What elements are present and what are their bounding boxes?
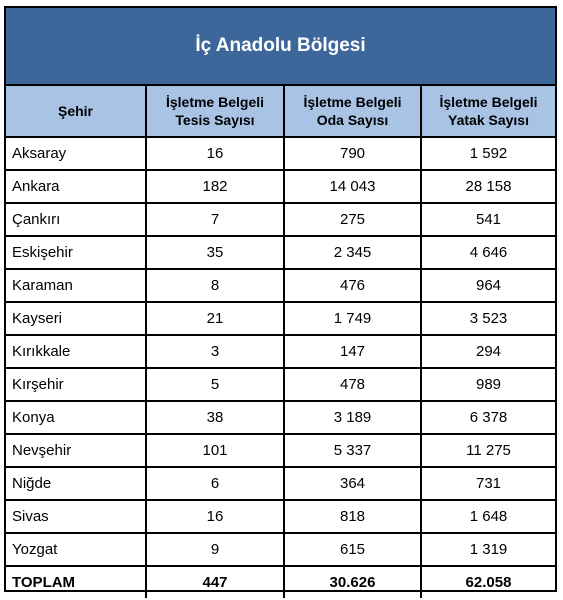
beds-cell: 28 158 — [421, 170, 555, 203]
city-cell: Çankırı — [6, 203, 146, 236]
city-cell: Niğde — [6, 467, 146, 500]
table-row — [6, 500, 555, 533]
region-table-frame — [4, 6, 557, 592]
table-row — [6, 137, 555, 170]
table-row — [6, 434, 555, 467]
facilities-cell: 6 — [146, 467, 284, 500]
beds-cell: 3 523 — [421, 302, 555, 335]
rooms-cell: 790 — [284, 137, 421, 170]
facilities-cell: 101 — [146, 434, 284, 467]
rooms-cell: 476 — [284, 269, 421, 302]
city-cell: Yozgat — [6, 533, 146, 566]
table-row — [6, 170, 555, 203]
accommodation-table — [6, 86, 555, 598]
total-beds: 62.058 — [465, 574, 512, 591]
table-title — [6, 8, 555, 86]
city-cell: Konya — [6, 401, 146, 434]
beds-cell: 541 — [421, 203, 555, 236]
beds-cell: 1 592 — [421, 137, 555, 170]
beds-cell: 989 — [421, 368, 555, 401]
rooms-cell: 478 — [284, 368, 421, 401]
facilities-cell: 21 — [146, 302, 284, 335]
total-rooms: 30.626 — [284, 566, 421, 598]
facilities-cell: 38 — [146, 401, 284, 434]
total-row — [6, 566, 555, 598]
rooms-cell: 1 749 — [284, 302, 421, 335]
city-cell: Sivas — [6, 500, 146, 533]
city-cell: Kayseri — [6, 302, 146, 335]
table-title-text: İç Anadolu Bölgesi — [195, 35, 366, 56]
city-cell: Kırıkkale — [6, 335, 146, 368]
table-row — [6, 401, 555, 434]
beds-cell: 964 — [421, 269, 555, 302]
facilities-cell: 7 — [146, 203, 284, 236]
facilities-cell: 3 — [146, 335, 284, 368]
rooms-cell: 5 337 — [284, 434, 421, 467]
city-cell: Kırşehir — [6, 368, 146, 401]
header-beds: İşletme Belgeli Yatak Sayısı — [421, 86, 555, 137]
rooms-cell: 147 — [284, 335, 421, 368]
total-facilities: 447 — [146, 566, 284, 598]
beds-cell: 6 378 — [421, 401, 555, 434]
header-facilities: İşletme Belgeli Tesis Sayısı — [146, 86, 284, 137]
rooms-cell: 2 345 — [284, 236, 421, 269]
rooms-cell: 615 — [284, 533, 421, 566]
facilities-cell: 9 — [146, 533, 284, 566]
city-cell: Nevşehir — [6, 434, 146, 467]
rooms-cell: 818 — [284, 500, 421, 533]
facilities-cell: 5 — [146, 368, 284, 401]
beds-cell: 4 646 — [421, 236, 555, 269]
header-rooms: İşletme Belgeli Oda Sayısı — [284, 86, 421, 137]
city-cell: Aksaray — [6, 137, 146, 170]
city-cell: Ankara — [6, 170, 146, 203]
header-city: Şehir — [6, 86, 146, 137]
rooms-cell: 364 — [284, 467, 421, 500]
table-row — [6, 302, 555, 335]
rooms-cell: 275 — [284, 203, 421, 236]
beds-cell: 11 275 — [421, 434, 555, 467]
rooms-cell: 3 189 — [284, 401, 421, 434]
beds-cell: 294 — [421, 335, 555, 368]
table-row — [6, 335, 555, 368]
table-row — [6, 467, 555, 500]
total-label: TOPLAM — [6, 566, 146, 598]
table-row — [6, 236, 555, 269]
facilities-cell: 35 — [146, 236, 284, 269]
rooms-cell: 14 043 — [284, 170, 421, 203]
facilities-cell: 8 — [146, 269, 284, 302]
facilities-cell: 182 — [146, 170, 284, 203]
city-cell: Karaman — [6, 269, 146, 302]
header-row — [6, 86, 555, 137]
facilities-cell: 16 — [146, 500, 284, 533]
facilities-cell: 16 — [146, 137, 284, 170]
city-cell: Eskişehir — [6, 236, 146, 269]
table-row — [6, 533, 555, 566]
beds-cell: 1 648 — [421, 500, 555, 533]
beds-cell: 1 319 — [421, 533, 555, 566]
table-row — [6, 368, 555, 401]
table-row — [6, 269, 555, 302]
table-row — [6, 203, 555, 236]
beds-cell: 731 — [421, 467, 555, 500]
